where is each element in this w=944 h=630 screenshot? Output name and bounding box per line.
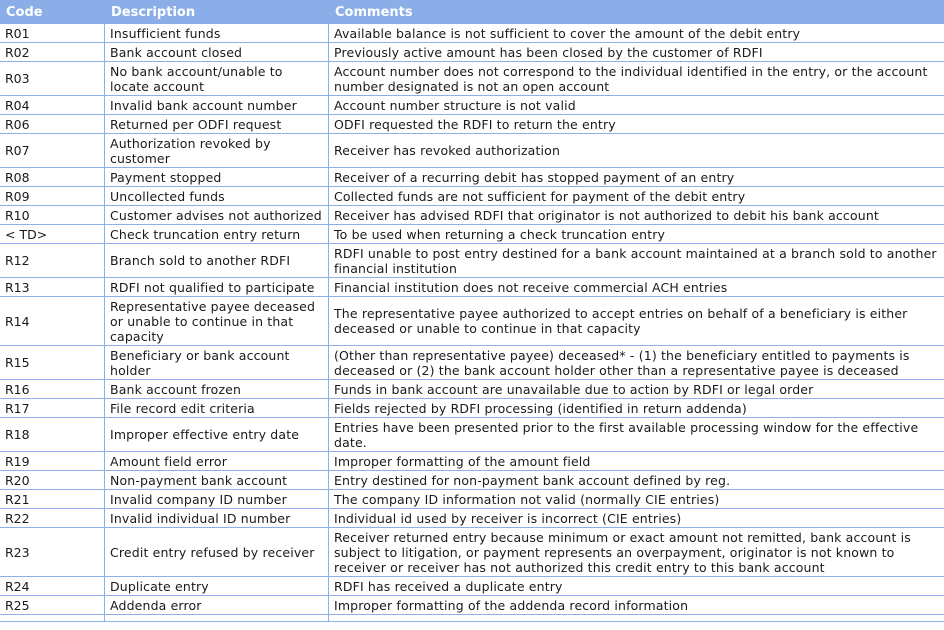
code-cell: R14: [0, 297, 105, 346]
comments-cell: Entry destined for non-payment bank account defined by reg.: [329, 471, 944, 490]
table-row: [0, 528, 944, 577]
header-description: Description: [105, 1, 329, 24]
comments-cell: ODFI requested the RDFI to return the entry: [329, 115, 944, 134]
header-comments: Comments: [329, 1, 944, 24]
description-cell: Invalid company ID number: [105, 490, 329, 509]
table-row: [0, 24, 944, 43]
code-cell: R07: [0, 134, 105, 168]
comments-cell: (Other than representative payee) deceased* - (1) the beneficiary entitled to payments is deceased or (2) the bank account holder other than a representative payee is deceased: [329, 346, 944, 380]
code-cell: R24: [0, 577, 105, 596]
table-row: [0, 62, 944, 96]
comments-cell: The representative payee authorized to accept entries on behalf of a beneficiary is either deceased or unable to continue in that capacity: [329, 297, 944, 346]
table-row: [0, 346, 944, 380]
table-row: [0, 452, 944, 471]
comments-cell: Previously active amount has been closed by the customer of RDFI: [329, 43, 944, 62]
empty-cell: [329, 615, 944, 622]
description-cell: Bank account frozen: [105, 380, 329, 399]
description-cell: Check truncation entry return: [105, 225, 329, 244]
comments-cell: Receiver of a recurring debit has stopped payment of an entry: [329, 168, 944, 187]
description-cell: Addenda error: [105, 596, 329, 615]
description-cell: Invalid bank account number: [105, 96, 329, 115]
description-cell: Returned per ODFI request: [105, 115, 329, 134]
description-cell: Payment stopped: [105, 168, 329, 187]
comments-cell: RDFI unable to post entry destined for a bank account maintained at a branch sold to another financial institution: [329, 244, 944, 278]
description-cell: Beneficiary or bank account holder: [105, 346, 329, 380]
code-cell: R17: [0, 399, 105, 418]
description-cell: Authorization revoked by customer: [105, 134, 329, 168]
empty-cell: [0, 615, 105, 622]
description-cell: Duplicate entry: [105, 577, 329, 596]
description-cell: Representative payee deceased or unable to continue in that capacity: [105, 297, 329, 346]
description-cell: Amount field error: [105, 452, 329, 471]
code-cell: R15: [0, 346, 105, 380]
table-row-cut-off: [0, 615, 944, 622]
comments-cell: Collected funds are not sufficient for payment of the debit entry: [329, 187, 944, 206]
description-cell: Invalid individual ID number: [105, 509, 329, 528]
code-cell: R08: [0, 168, 105, 187]
code-cell: R10: [0, 206, 105, 225]
description-cell: Customer advises not authorized: [105, 206, 329, 225]
table-row: [0, 168, 944, 187]
code-cell: R03: [0, 62, 105, 96]
code-cell: R16: [0, 380, 105, 399]
table-row: [0, 225, 944, 244]
header-code: Code: [0, 1, 105, 24]
code-cell: R01: [0, 24, 105, 43]
description-cell: Uncollected funds: [105, 187, 329, 206]
comments-cell: Entries have been presented prior to the first available processing window for the effective date.: [329, 418, 944, 452]
table-row: [0, 596, 944, 615]
comments-cell: Receiver has advised RDFI that originator is not authorized to debit his bank account: [329, 206, 944, 225]
comments-cell: Available balance is not sufficient to cover the amount of the debit entry: [329, 24, 944, 43]
code-cell: R04: [0, 96, 105, 115]
comments-cell: Improper formatting of the amount field: [329, 452, 944, 471]
code-cell: R18: [0, 418, 105, 452]
table-row: [0, 187, 944, 206]
table-row: [0, 96, 944, 115]
comments-cell: Individual id used by receiver is incorrect (CIE entries): [329, 509, 944, 528]
table-row: [0, 418, 944, 452]
code-cell: R23: [0, 528, 105, 577]
description-cell: Branch sold to another RDFI: [105, 244, 329, 278]
code-cell: R06: [0, 115, 105, 134]
code-cell: R22: [0, 509, 105, 528]
comments-cell: Financial institution does not receive commercial ACH entries: [329, 278, 944, 297]
code-cell: R25: [0, 596, 105, 615]
code-cell: R12: [0, 244, 105, 278]
table-row: [0, 297, 944, 346]
table-row: [0, 509, 944, 528]
comments-cell: Account number does not correspond to the individual identified in the entry, or the account number designated is not an open account: [329, 62, 944, 96]
description-cell: RDFI not qualified to participate: [105, 278, 329, 297]
description-cell: Improper effective entry date: [105, 418, 329, 452]
description-cell: File record edit criteria: [105, 399, 329, 418]
table-row: [0, 380, 944, 399]
header-row: [0, 1, 944, 24]
table-row: [0, 244, 944, 278]
description-cell: Non-payment bank account: [105, 471, 329, 490]
table-row: [0, 278, 944, 297]
table-row: [0, 115, 944, 134]
code-cell: R21: [0, 490, 105, 509]
code-cell: R13: [0, 278, 105, 297]
empty-cell: [105, 615, 329, 622]
description-cell: No bank account/unable to locate account: [105, 62, 329, 96]
comments-cell: The company ID information not valid (normally CIE entries): [329, 490, 944, 509]
comments-cell: Funds in bank account are unavailable due to action by RDFI or legal order: [329, 380, 944, 399]
comments-cell: RDFI has received a duplicate entry: [329, 577, 944, 596]
comments-cell: Receiver has revoked authorization: [329, 134, 944, 168]
comments-cell: Receiver returned entry because minimum or exact amount not remitted, bank account is subject to litigation, or payment represents an overpayment, originator is not known to receiver or receiver has not authorized this credit entry to this bank account: [329, 528, 944, 577]
description-cell: Bank account closed: [105, 43, 329, 62]
table-row: [0, 490, 944, 509]
table-row: [0, 399, 944, 418]
code-cell: R02: [0, 43, 105, 62]
table-row: [0, 134, 944, 168]
code-cell: R09: [0, 187, 105, 206]
comments-cell: Improper formatting of the addenda record information: [329, 596, 944, 615]
comments-cell: Fields rejected by RDFI processing (identified in return addenda): [329, 399, 944, 418]
table-row: [0, 471, 944, 490]
comments-cell: To be used when returning a check truncation entry: [329, 225, 944, 244]
comments-cell: Account number structure is not valid: [329, 96, 944, 115]
code-cell: R19: [0, 452, 105, 471]
table-row: [0, 577, 944, 596]
description-cell: Insufficient funds: [105, 24, 329, 43]
table-row: [0, 43, 944, 62]
code-cell: < TD>: [0, 225, 105, 244]
code-cell: R20: [0, 471, 105, 490]
description-cell: Credit entry refused by receiver: [105, 528, 329, 577]
table-row: [0, 206, 944, 225]
